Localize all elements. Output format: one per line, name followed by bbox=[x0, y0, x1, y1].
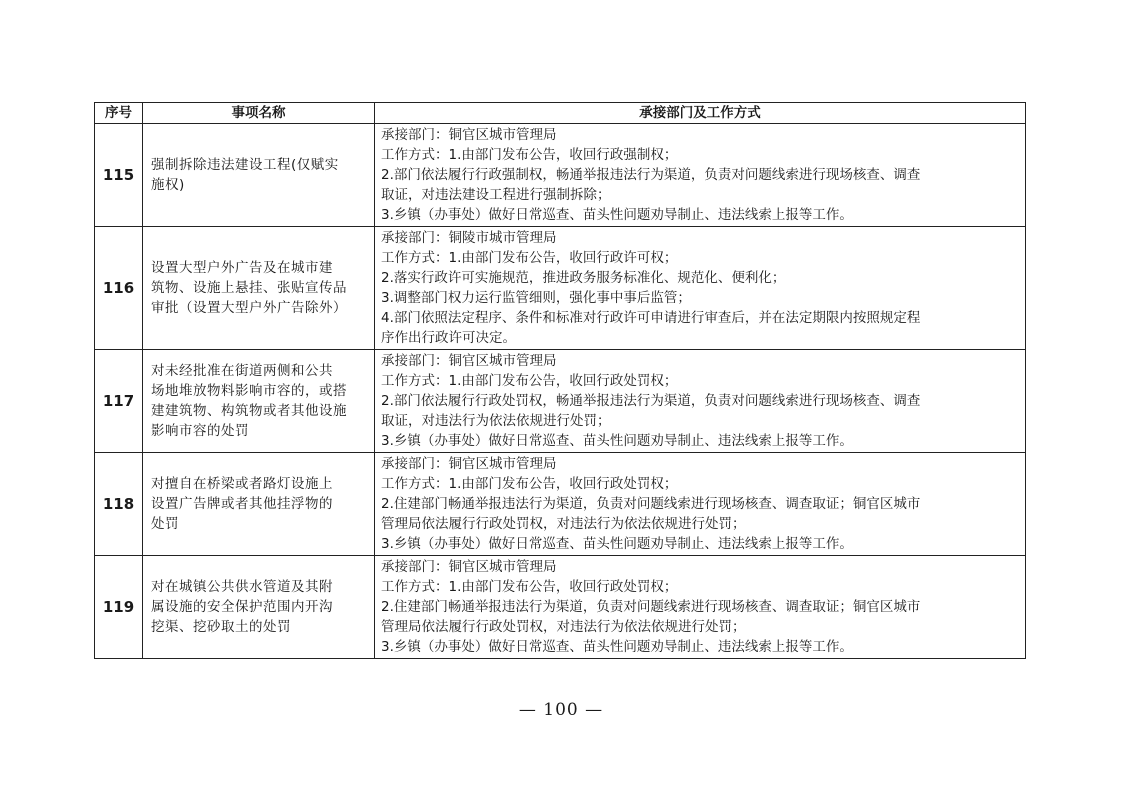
row-department-method bbox=[375, 453, 1026, 556]
row-department-method bbox=[375, 350, 1026, 453]
row-department-method bbox=[375, 124, 1026, 227]
row-item-name bbox=[143, 453, 375, 556]
method-line: 承接部门：铜官区城市管理局 bbox=[381, 127, 557, 143]
item-name-line: 对未经批准在街道两侧和公共 bbox=[151, 363, 333, 379]
method-line: 2.部门依法履行行政处罚权，畅通举报违法行为渠道，负责对问题线索进行现场核查、调查 bbox=[381, 393, 921, 409]
row-serial-number: 115 bbox=[95, 124, 143, 227]
row-item-name bbox=[143, 350, 375, 453]
row-department-method bbox=[375, 227, 1026, 350]
method-line: 3.乡镇（办事处）做好日常巡查、苗头性问题劝导制止、违法线索上报等工作。 bbox=[381, 639, 853, 655]
method-line: 工作方式：1.由部门发布公告，收回行政许可权； bbox=[381, 250, 678, 266]
item-name-line: 设置广告牌或者其他挂浮物的 bbox=[151, 496, 333, 512]
method-line: 管理局依法履行行政处罚权，对违法行为依法依规进行处罚； bbox=[381, 516, 746, 532]
method-line: 4.部门依照法定程序、条件和标准对行政许可申请进行审查后，并在法定期限内按照规定程 bbox=[381, 310, 921, 326]
header-serial-number: 序号 bbox=[95, 103, 143, 124]
method-line: 3.乡镇（办事处）做好日常巡查、苗头性问题劝导制止、违法线索上报等工作。 bbox=[381, 536, 853, 552]
method-line: 取证，对违法建设工程进行强制拆除； bbox=[381, 187, 611, 203]
method-line: 工作方式：1.由部门发布公告，收回行政处罚权； bbox=[381, 373, 678, 389]
item-name-line: 属设施的安全保护范围内开沟 bbox=[151, 599, 333, 615]
item-name-line: 场地堆放物料影响市容的，或搭 bbox=[151, 383, 347, 399]
header-department-method: 承接部门及工作方式 bbox=[375, 103, 1026, 124]
row-department-method bbox=[375, 556, 1026, 659]
method-line: 序作出行政许可决定。 bbox=[381, 330, 516, 346]
row-item-name bbox=[143, 227, 375, 350]
method-line: 承接部门：铜陵市城市管理局 bbox=[381, 230, 557, 246]
item-name-line: 审批（设置大型户外广告除外） bbox=[151, 300, 347, 316]
page-number: — 100 — bbox=[518, 700, 604, 720]
table-row bbox=[95, 124, 1026, 227]
item-name-line: 对在城镇公共供水管道及其附 bbox=[151, 579, 333, 595]
method-line: 2.部门依法履行行政强制权，畅通举报违法行为渠道，负责对问题线索进行现场核查、调查 bbox=[381, 167, 921, 183]
row-item-name bbox=[143, 124, 375, 227]
header-item-name: 事项名称 bbox=[143, 103, 375, 124]
method-line: 管理局依法履行行政处罚权，对违法行为依法依规进行处罚； bbox=[381, 619, 746, 635]
method-line: 3.乡镇（办事处）做好日常巡查、苗头性问题劝导制止、违法线索上报等工作。 bbox=[381, 207, 853, 223]
table-row bbox=[95, 453, 1026, 556]
method-line: 承接部门：铜官区城市管理局 bbox=[381, 559, 557, 575]
method-line: 工作方式：1.由部门发布公告，收回行政强制权； bbox=[381, 147, 678, 163]
item-name-line: 建建筑物、构筑物或者其他设施 bbox=[151, 403, 347, 419]
method-line: 2.落实行政许可实施规范，推进政务服务标准化、规范化、便利化； bbox=[381, 270, 786, 286]
method-line: 承接部门：铜官区城市管理局 bbox=[381, 353, 557, 369]
row-serial-number: 118 bbox=[95, 453, 143, 556]
item-name-line: 施权) bbox=[151, 177, 185, 193]
table-row bbox=[95, 350, 1026, 453]
method-line: 工作方式：1.由部门发布公告，收回行政处罚权； bbox=[381, 579, 678, 595]
method-line: 工作方式：1.由部门发布公告，收回行政处罚权； bbox=[381, 476, 678, 492]
item-name-line: 设置大型户外广告及在城市建 bbox=[151, 260, 333, 276]
row-serial-number: 117 bbox=[95, 350, 143, 453]
method-line: 取证，对违法行为依法依规进行处罚； bbox=[381, 413, 611, 429]
item-name-line: 筑物、设施上悬挂、张贴宣传品 bbox=[151, 280, 347, 296]
item-name-line: 强制拆除违法建设工程(仅赋实 bbox=[151, 157, 339, 173]
item-name-line: 挖渠、挖砂取土的处罚 bbox=[151, 619, 291, 635]
row-item-name bbox=[143, 556, 375, 659]
row-serial-number: 119 bbox=[95, 556, 143, 659]
method-line: 2.住建部门畅通举报违法行为渠道，负责对问题线索进行现场核查、调查取证；铜官区城市 bbox=[381, 496, 921, 512]
method-line: 3.调整部门权力运行监管细则，强化事中事后监管； bbox=[381, 290, 691, 306]
row-serial-number: 116 bbox=[95, 227, 143, 350]
table-row bbox=[95, 556, 1026, 659]
items-table bbox=[94, 102, 1026, 659]
method-line: 承接部门：铜官区城市管理局 bbox=[381, 456, 557, 472]
table-header-row bbox=[95, 103, 1026, 124]
table-row bbox=[95, 227, 1026, 350]
method-line: 2.住建部门畅通举报违法行为渠道，负责对问题线索进行现场核查、调查取证；铜官区城市 bbox=[381, 599, 921, 615]
item-name-line: 处罚 bbox=[151, 516, 179, 532]
item-name-line: 对擅自在桥梁或者路灯设施上 bbox=[151, 476, 333, 492]
method-line: 3.乡镇（办事处）做好日常巡查、苗头性问题劝导制止、违法线索上报等工作。 bbox=[381, 433, 853, 449]
item-name-line: 影响市容的处罚 bbox=[151, 423, 249, 439]
